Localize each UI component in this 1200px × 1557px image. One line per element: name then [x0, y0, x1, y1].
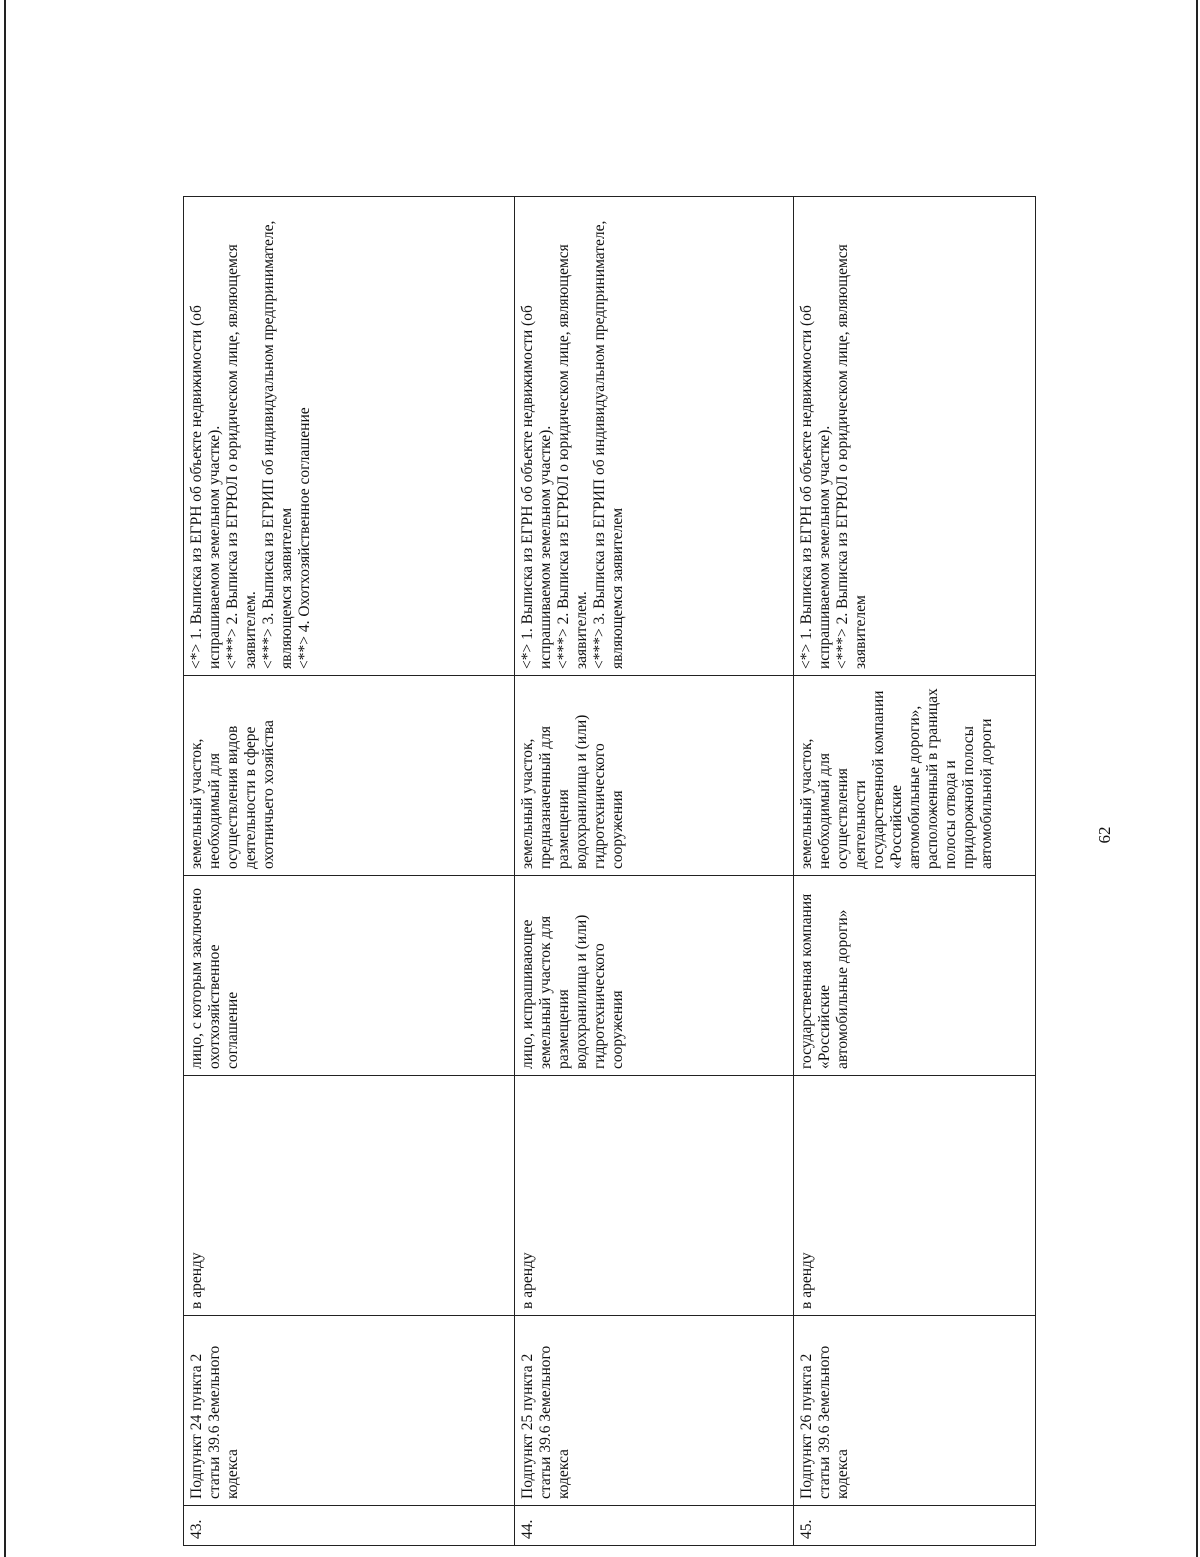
document-item: <**> 4. Охотхозяйственное соглашение	[296, 407, 313, 669]
required-documents	[794, 197, 1036, 676]
row-number: 44.	[515, 1506, 794, 1546]
applicant: лицо, испрашивающее земельный участок для размещения водохранилища и (или) гидротехнического сооружения	[515, 876, 794, 1076]
document-item: <***> 2. Выписка из ЕГРЮЛ о юридическом лице, являющемся заявителем.	[555, 244, 590, 669]
legal-basis: Подпункт 24 пункта 2 статьи 39.6 Земельного кодекса	[184, 1316, 515, 1506]
page-left-edge	[4, 0, 6, 1557]
document-item: <***> 2. Выписка из ЕГРЮЛ о юридическом лице, являющемся заявителем	[834, 244, 869, 669]
document-item: <***> 2. Выписка из ЕГРЮЛ о юридическом лице, являющемся заявителем.	[224, 244, 259, 669]
document-item: <*> 1. Выписка из ЕГРН об объекте недвижимости (об испрашиваемом земельном участке).	[519, 305, 554, 669]
row-number: 45.	[794, 1506, 1036, 1546]
document-item: <***> 3. Выписка из ЕГРИП об индивидуальном предпринимателе, являющемся заявителем	[591, 220, 626, 669]
applicant: государственная компания «Российские автомобильные дороги»	[794, 876, 1036, 1076]
land-plot-table	[183, 196, 1036, 1546]
table-row	[515, 197, 794, 1546]
applicant: лицо, с которым заключено охотхозяйственное соглашение	[184, 876, 515, 1076]
land-plot-description: земельный участок, необходимый для осуществления деятельности государственной компании «Российские автомобильные дороги», расположенный в границах полосы отвода и придорожной полосы автомобильной дороги	[794, 676, 1036, 876]
required-documents	[515, 197, 794, 676]
provision-type: в аренду	[515, 1076, 794, 1316]
table-row	[184, 197, 515, 1546]
page-right-edge	[1196, 0, 1198, 1557]
row-number: 43.	[184, 1506, 515, 1546]
provision-type: в аренду	[184, 1076, 515, 1316]
document-item: <*> 1. Выписка из ЕГРН об объекте недвижимости (об испрашиваемом земельном участке).	[798, 305, 833, 669]
document-item: <*> 1. Выписка из ЕГРН об объекте недвижимости (об испрашиваемом земельном участке).	[188, 305, 223, 669]
provision-type: в аренду	[794, 1076, 1036, 1316]
document-item: <***> 3. Выписка из ЕГРИП об индивидуальном предпринимателе, являющемся заявителем	[260, 220, 295, 669]
rotated-table-container	[183, 197, 1018, 1546]
land-plot-description: земельный участок, необходимый для осуществления видов деятельности в сфере охотничьего хозяйства	[184, 676, 515, 876]
legal-basis: Подпункт 25 пункта 2 статьи 39.6 Земельного кодекса	[515, 1316, 794, 1506]
legal-basis: Подпункт 26 пункта 2 статьи 39.6 Земельного кодекса	[794, 1316, 1036, 1506]
land-plot-description: земельный участок, предназначенный для размещения водохранилища и (или) гидротехнического сооружения	[515, 676, 794, 876]
page-number: 62	[1095, 826, 1114, 844]
required-documents	[184, 197, 515, 676]
table-row	[794, 197, 1036, 1546]
